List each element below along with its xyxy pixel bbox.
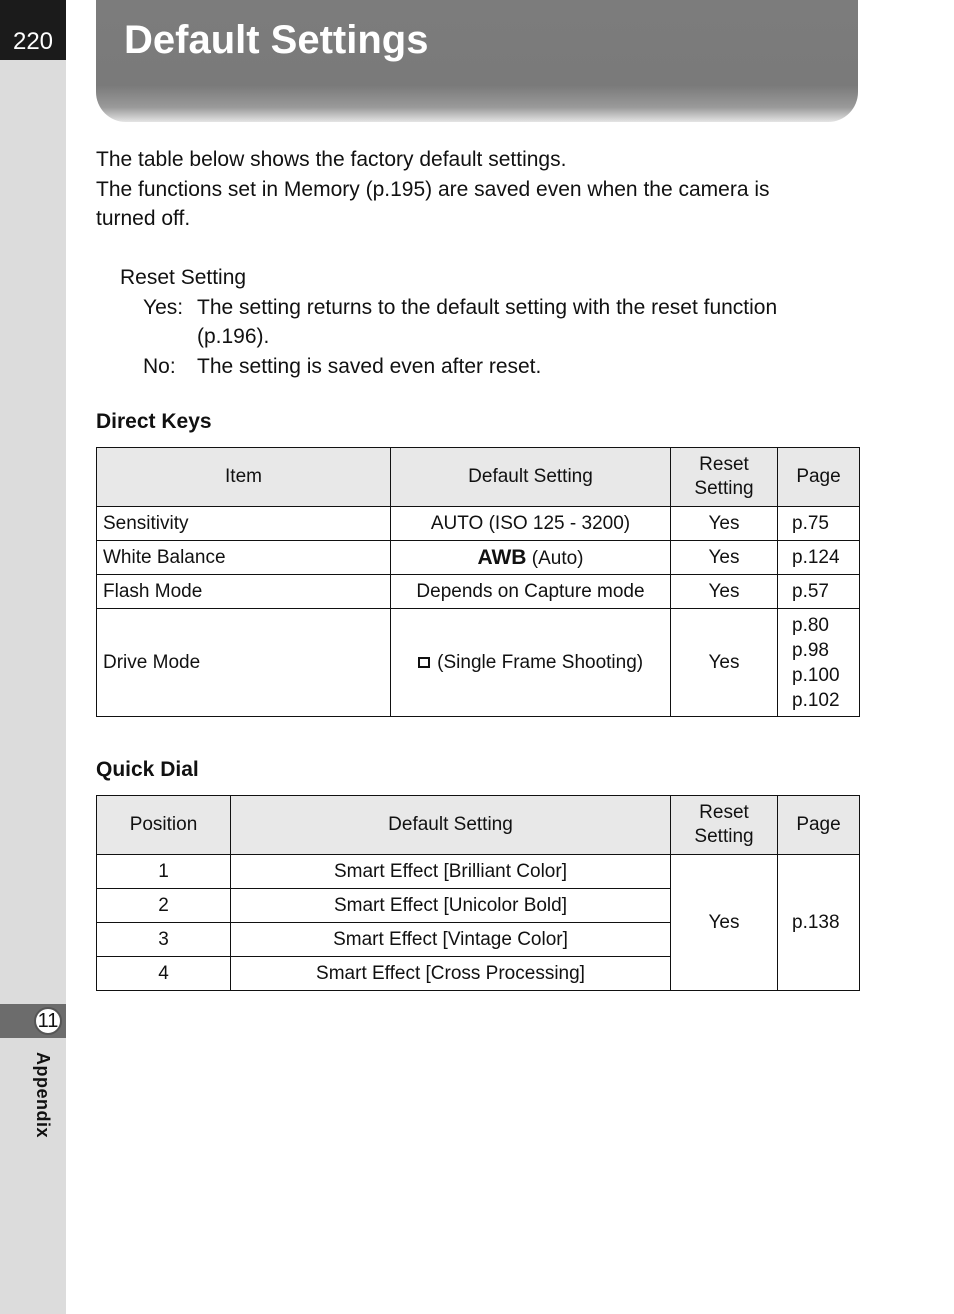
- header-page: Page: [778, 796, 860, 855]
- intro-line-2: The functions set in Memory (p.195) are saved even when the camera is: [96, 178, 770, 201]
- reset-yes-key: Yes:: [143, 296, 184, 319]
- direct-keys-table: [96, 447, 860, 717]
- direct-keys-heading: Direct Keys: [96, 410, 212, 433]
- header-reset-line-1: Reset: [699, 802, 749, 823]
- cell-default: Smart Effect [Brilliant Color]: [231, 855, 671, 889]
- page-ref: p.98: [792, 639, 829, 661]
- cell-default: [391, 541, 671, 575]
- cell-reset: Yes: [671, 855, 778, 991]
- header-reset-setting: [671, 796, 778, 855]
- table-row: [97, 855, 860, 889]
- cell-page: p.124: [778, 541, 860, 575]
- intro-line-3: turned off.: [96, 207, 191, 230]
- cell-default: Smart Effect [Cross Processing]: [231, 957, 671, 991]
- table-row: [97, 541, 860, 575]
- cell-reset: Yes: [671, 507, 778, 541]
- cell-reset: Yes: [671, 609, 778, 717]
- header-default-setting: Default Setting: [231, 796, 671, 855]
- page-number: 220: [0, 0, 66, 60]
- header-default-setting: Default Setting: [391, 448, 671, 507]
- table-header-row: [97, 448, 860, 507]
- chapter-label: Appendix: [33, 1052, 53, 1139]
- chapter-number: 11: [34, 1007, 62, 1035]
- cell-default: Smart Effect [Unicolor Bold]: [231, 889, 671, 923]
- page-ref: p.80: [792, 614, 829, 636]
- page-ref: p.102: [792, 689, 840, 711]
- cell-default: Depends on Capture mode: [391, 575, 671, 609]
- awb-icon: AWB: [477, 545, 527, 569]
- header-reset-line-1: Reset: [699, 454, 749, 475]
- cell-item: Flash Mode: [97, 575, 391, 609]
- table-row: [97, 575, 860, 609]
- cell-default: [391, 609, 671, 717]
- cell-page: p.75: [778, 507, 860, 541]
- header-reset-setting: [671, 448, 778, 507]
- cell-default-text: (Single Frame Shooting): [437, 651, 644, 673]
- cell-item: Drive Mode: [97, 609, 391, 717]
- cell-default: Smart Effect [Vintage Color]: [231, 923, 671, 957]
- cell-default: AUTO (ISO 125 - 3200): [391, 507, 671, 541]
- table-row: [97, 609, 860, 717]
- page-ref: p.100: [792, 664, 840, 686]
- cell-item: White Balance: [97, 541, 391, 575]
- cell-position: 2: [97, 889, 231, 923]
- header-item: Item: [97, 448, 391, 507]
- quick-dial-table: [96, 795, 860, 991]
- cell-position: 1: [97, 855, 231, 889]
- table-header-row: [97, 796, 860, 855]
- reset-no-text: The setting is saved even after reset.: [197, 355, 542, 378]
- cell-position: 3: [97, 923, 231, 957]
- reset-yes-text-2: (p.196).: [197, 325, 270, 348]
- table-row: [97, 507, 860, 541]
- page-title: Default Settings: [124, 18, 429, 62]
- quick-dial-heading: Quick Dial: [96, 758, 199, 781]
- header-position: Position: [97, 796, 231, 855]
- cell-reset: Yes: [671, 575, 778, 609]
- reset-setting-heading: Reset Setting: [120, 266, 247, 289]
- cell-page: p.138: [778, 855, 860, 991]
- cell-reset: Yes: [671, 541, 778, 575]
- single-frame-icon: [418, 657, 430, 668]
- reset-yes-text-1: The setting returns to the default setting with the reset function: [197, 296, 778, 319]
- intro-line-1: The table below shows the factory default settings.: [96, 148, 567, 171]
- cell-position: 4: [97, 957, 231, 991]
- cell-default-text: (Auto): [531, 547, 584, 569]
- reset-no-key: No:: [143, 355, 176, 378]
- cell-item: Sensitivity: [97, 507, 391, 541]
- cell-pages: [778, 609, 860, 717]
- header-page: Page: [778, 448, 860, 507]
- cell-page: p.57: [778, 575, 860, 609]
- header-reset-line-2: Setting: [694, 478, 754, 499]
- header-reset-line-2: Setting: [694, 826, 754, 847]
